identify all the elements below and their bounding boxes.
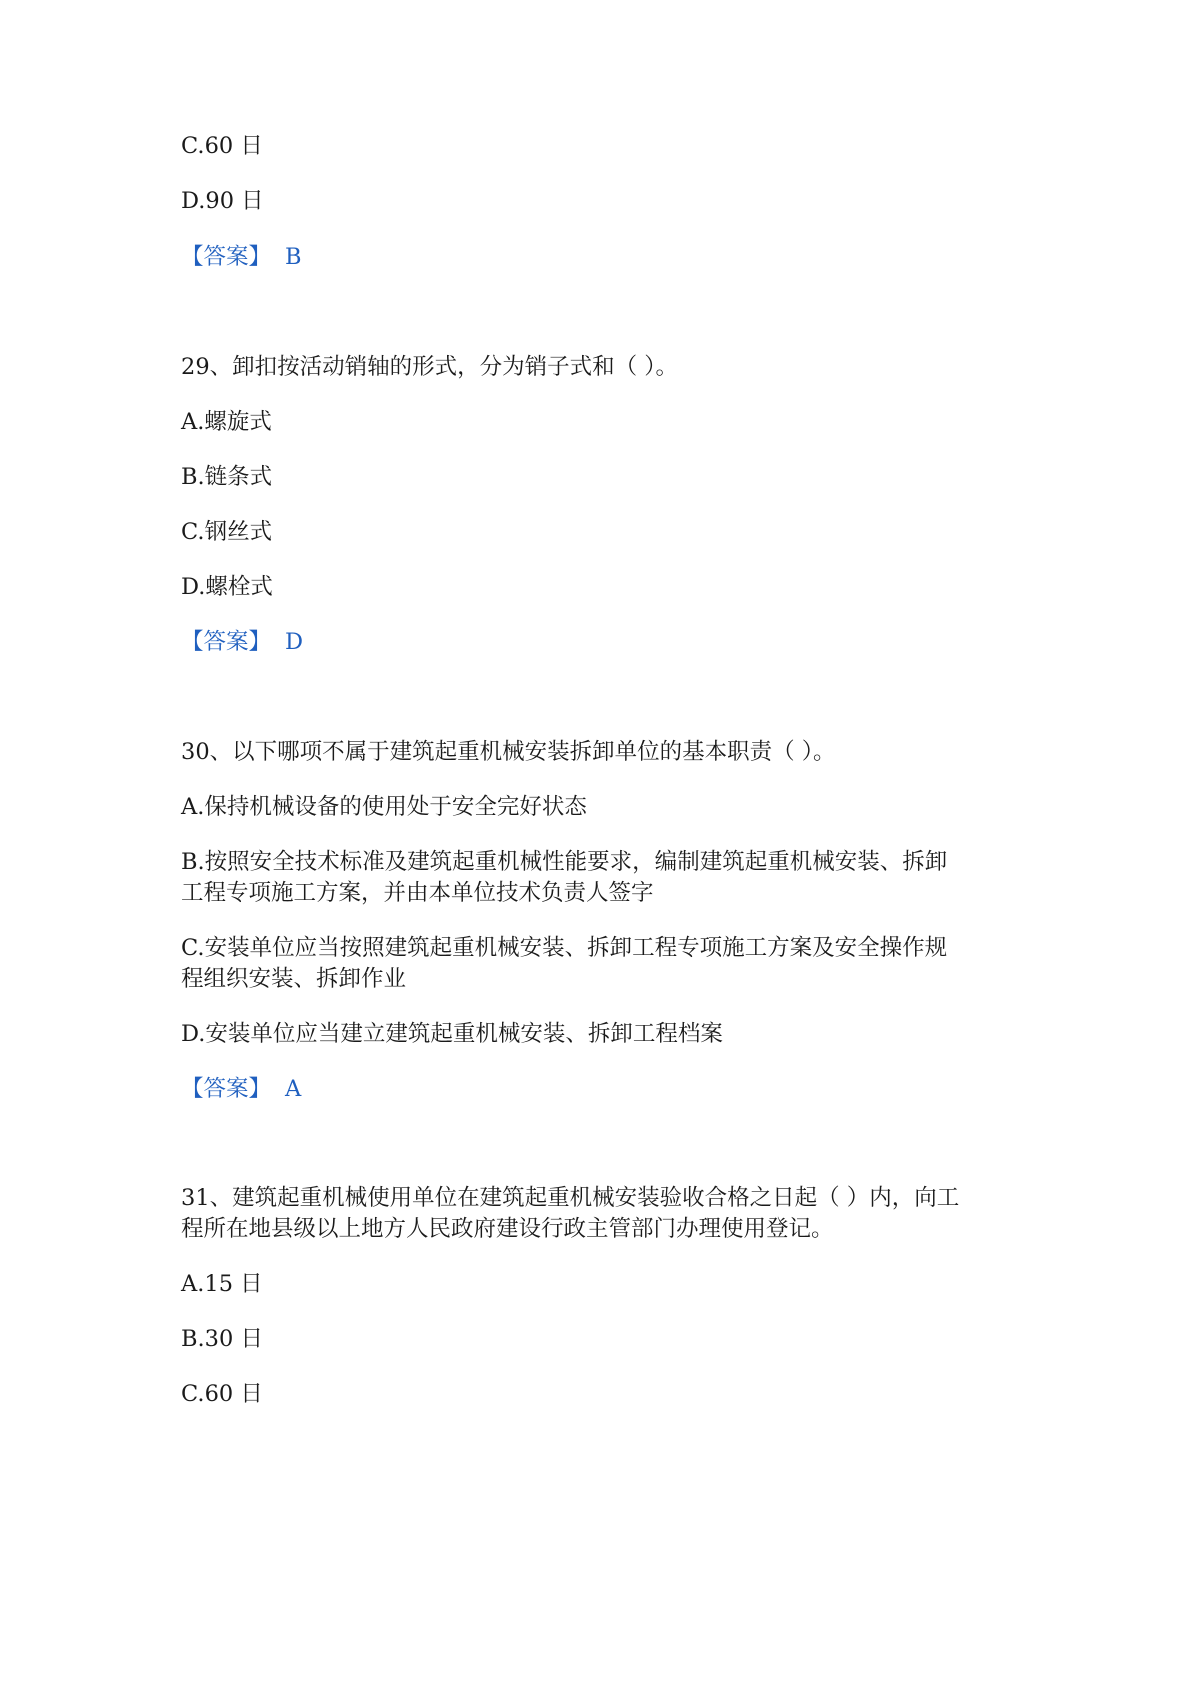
q28-option-c: C.60 日 [181, 133, 263, 159]
q29-question: 29、卸扣按活动销轴的形式，分为销子式和（ ）。 [181, 354, 679, 380]
answer-label: 【答案】 [181, 244, 272, 270]
answer-label: 【答案】 [181, 629, 272, 655]
q31-option-b: B.30 日 [181, 1326, 263, 1352]
q31-option-a: A.15 日 [181, 1271, 263, 1297]
q30-option-d: D.安装单位应当建立建筑起重机械安装、拆卸工程档案 [181, 1021, 723, 1047]
q30-option-b-line-1: B.按照安全技术标准及建筑起重机械性能要求，编制建筑起重机械安装、拆卸 [181, 849, 948, 875]
answer-value: D [285, 629, 304, 655]
q30-option-a: A.保持机械设备的使用处于安全完好状态 [181, 794, 587, 820]
q30-option-c-line-1: C.安装单位应当按照建筑起重机械安装、拆卸工程专项施工方案及安全操作规 [181, 935, 948, 961]
q29-option-d: D.螺栓式 [181, 574, 273, 600]
q28-option-d: D.90 日 [181, 188, 264, 214]
q30-question: 30、以下哪项不属于建筑起重机械安装拆卸单位的基本职责（ ）。 [181, 739, 836, 765]
answer-label: 【答案】 [181, 1076, 272, 1102]
q29-option-a: A.螺旋式 [181, 409, 272, 435]
answer-value: A [285, 1076, 302, 1102]
q30-option-c-line-2: 程组织安装、拆卸作业 [181, 966, 407, 992]
q28-answer [181, 242, 1021, 273]
q31-question-line-1: 31、建筑起重机械使用单位在建筑起重机械安装验收合格之日起（ ）内，向工 [181, 1185, 960, 1211]
q29-option-b: B.链条式 [181, 464, 273, 490]
q31-question-line-2: 程所在地县级以上地方人民政府建设行政主管部门办理使用登记。 [181, 1216, 834, 1242]
q31-option-c: C.60 日 [181, 1381, 263, 1407]
q30-answer [181, 1074, 1021, 1105]
q30-option-b-line-2: 工程专项施工方案，并由本单位技术负责人签字 [181, 880, 654, 906]
q29-answer [181, 627, 1021, 658]
q29-option-c: C.钢丝式 [181, 519, 273, 545]
answer-value: B [285, 244, 302, 270]
